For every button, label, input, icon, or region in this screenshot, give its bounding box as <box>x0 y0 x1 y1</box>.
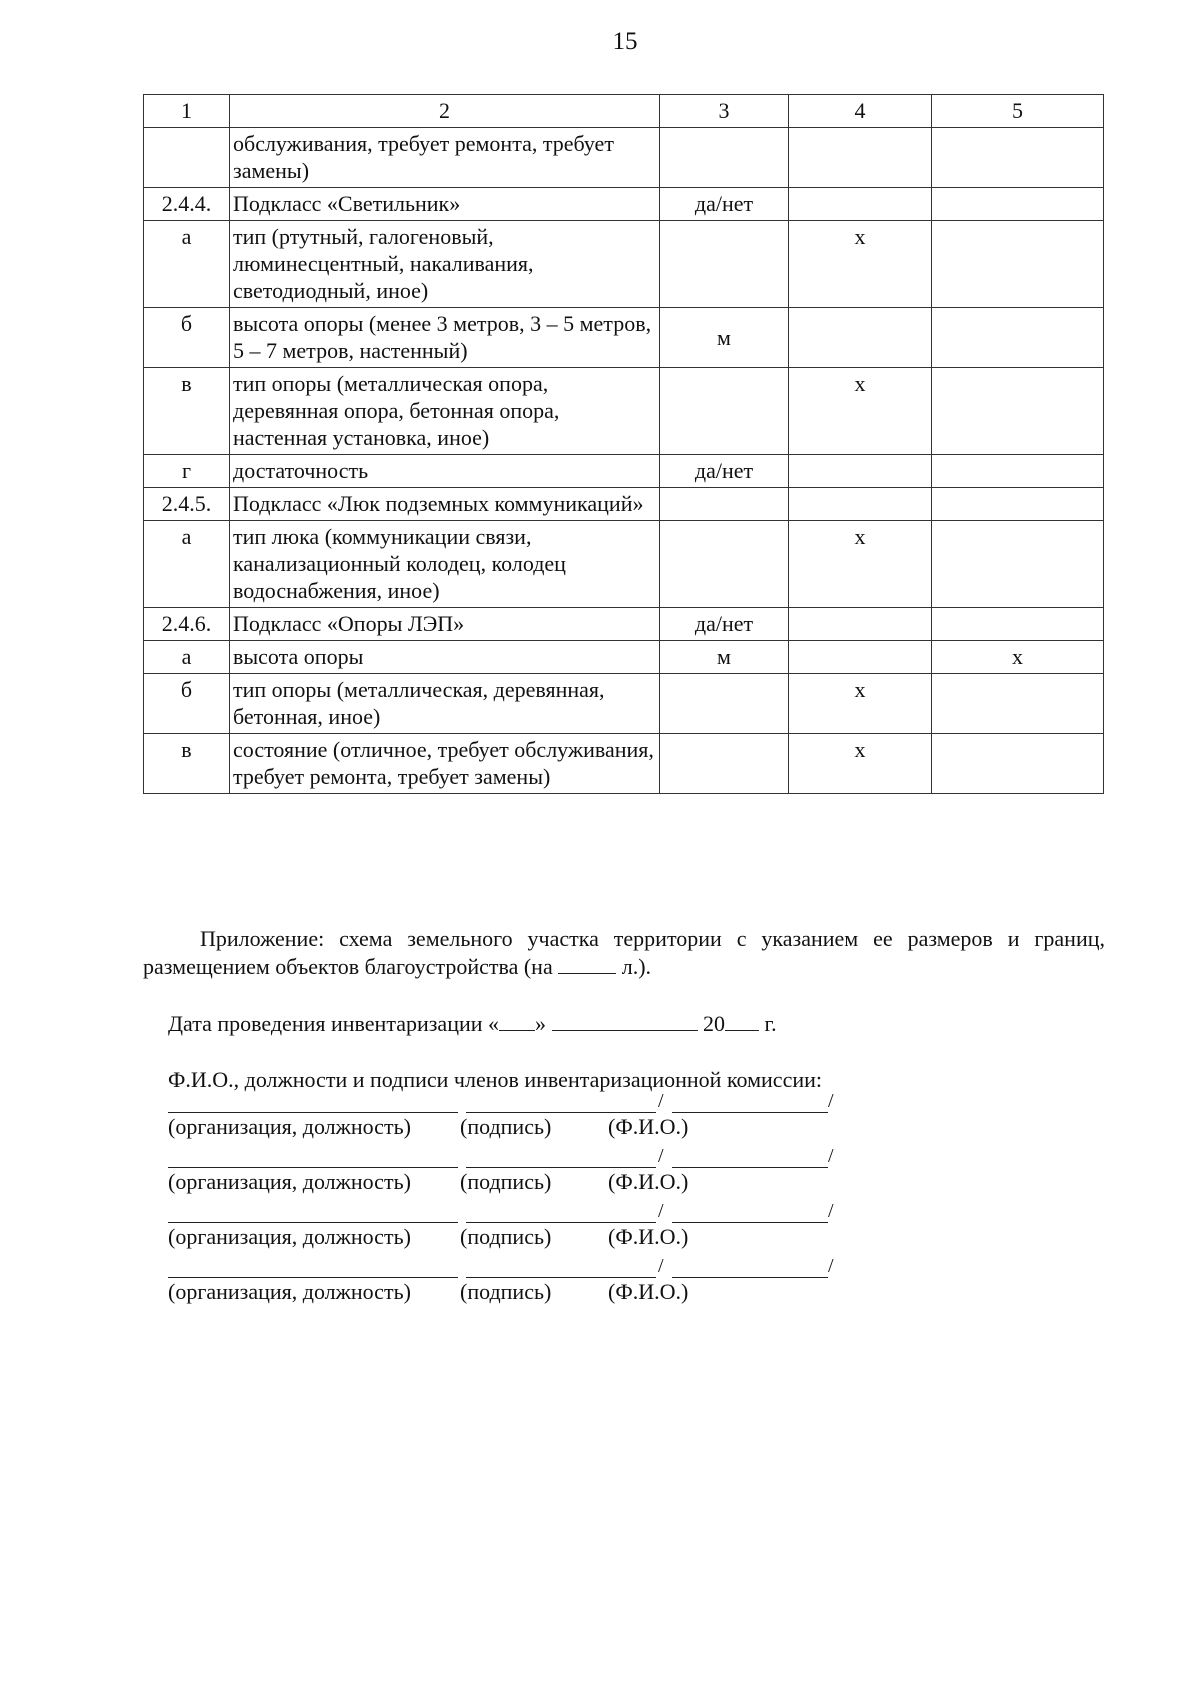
organization-position-caption: (организация, должность) <box>168 1224 411 1249</box>
appendix-sheets-blank[interactable] <box>558 955 616 974</box>
separator-slash: / <box>658 1255 664 1277</box>
cell-col5 <box>932 368 1104 455</box>
cell-unit <box>660 221 789 308</box>
cell-number <box>144 128 230 188</box>
organization-position-field[interactable] <box>168 1147 458 1168</box>
cell-description: тип опоры (металлическая, деревянная, бетонная, иное) <box>230 674 660 734</box>
cell-unit <box>660 128 789 188</box>
cell-col4 <box>789 488 932 521</box>
signature-caption: (подпись) <box>460 1279 552 1304</box>
table-row <box>144 674 1104 734</box>
cell-col4 <box>789 455 932 488</box>
cell-number: 2.4.5. <box>144 488 230 521</box>
cell-number: б <box>144 308 230 368</box>
cell-unit <box>660 368 789 455</box>
cell-unit <box>660 734 789 794</box>
table-header-cell: 5 <box>932 95 1104 128</box>
cell-col5 <box>932 734 1104 794</box>
inventory-date-close-quote: » <box>535 1011 547 1036</box>
cell-number: б <box>144 674 230 734</box>
cell-col4 <box>789 641 932 674</box>
cell-unit: м <box>660 641 789 674</box>
cell-col5 <box>932 128 1104 188</box>
organization-position-caption: (организация, должность) <box>168 1279 411 1304</box>
cell-unit <box>660 488 789 521</box>
cell-unit <box>660 521 789 608</box>
cell-col4: х <box>789 734 932 794</box>
cell-col5 <box>932 488 1104 521</box>
full-name-caption: (Ф.И.О.) <box>608 1169 689 1194</box>
cell-col4 <box>789 608 932 641</box>
full-name-caption: (Ф.И.О.) <box>608 1279 689 1304</box>
cell-description: тип люка (коммуникации связи, канализационный колодец, колодец водоснабжения, иное) <box>230 521 660 608</box>
cell-unit: да/нет <box>660 608 789 641</box>
inventory-table <box>143 94 1104 794</box>
cell-description: Подкласс «Люк подземных коммуникаций» <box>230 488 660 521</box>
signature-field[interactable] <box>466 1147 656 1168</box>
table-row <box>144 128 1104 188</box>
table-row <box>144 188 1104 221</box>
cell-col4: х <box>789 368 932 455</box>
signature-row <box>168 1092 848 1142</box>
cell-unit: да/нет <box>660 455 789 488</box>
signature-row <box>168 1257 848 1307</box>
organization-position-caption: (организация, должность) <box>168 1169 411 1194</box>
cell-col5 <box>932 608 1104 641</box>
table-row <box>144 488 1104 521</box>
commission-heading: Ф.И.О., должности и подписи членов инвентаризационной комиссии: <box>168 1067 822 1092</box>
signature-caption: (подпись) <box>460 1169 552 1194</box>
signature-caption: (подпись) <box>460 1114 552 1139</box>
inventory-date-label: Дата проведения инвентаризации « <box>168 1011 500 1036</box>
cell-description: тип опоры (металлическая опора, деревянная опора, бетонная опора, настенная установка, иное) <box>230 368 660 455</box>
table-row <box>144 308 1104 368</box>
cell-col4 <box>789 188 932 221</box>
page-number: 15 <box>612 28 638 55</box>
separator-slash: / <box>658 1145 664 1167</box>
cell-unit: да/нет <box>660 188 789 221</box>
cell-col5 <box>932 221 1104 308</box>
separator-slash: / <box>658 1200 664 1222</box>
organization-position-field[interactable] <box>168 1092 458 1113</box>
cell-number: 2.4.6. <box>144 608 230 641</box>
full-name-field[interactable] <box>672 1202 828 1223</box>
signature-field[interactable] <box>466 1092 656 1113</box>
organization-position-field[interactable] <box>168 1257 458 1278</box>
signature-row <box>168 1202 848 1252</box>
cell-col5 <box>932 308 1104 368</box>
cell-number: а <box>144 221 230 308</box>
table-row <box>144 734 1104 794</box>
cell-col5 <box>932 188 1104 221</box>
cell-number: а <box>144 521 230 608</box>
inventory-table-body <box>144 95 1104 794</box>
cell-col4: х <box>789 521 932 608</box>
full-name-caption: (Ф.И.О.) <box>608 1114 689 1139</box>
inventory-date-year-suffix: г. <box>759 1011 777 1036</box>
cell-description: Подкласс «Опоры ЛЭП» <box>230 608 660 641</box>
cell-col5: х <box>932 641 1104 674</box>
signature-field[interactable] <box>466 1202 656 1223</box>
cell-description: высота опоры <box>230 641 660 674</box>
signature-caption: (подпись) <box>460 1224 552 1249</box>
separator-slash: / <box>828 1145 834 1167</box>
full-name-field[interactable] <box>672 1092 828 1113</box>
inventory-date-year-prefix: 20 <box>703 1011 726 1036</box>
organization-position-field[interactable] <box>168 1202 458 1223</box>
cell-number: в <box>144 734 230 794</box>
cell-col4: х <box>789 674 932 734</box>
separator-slash: / <box>658 1090 664 1112</box>
signature-row <box>168 1147 848 1197</box>
cell-description: состояние (отличное, требует обслуживания, требует ремонта, требует замены) <box>230 734 660 794</box>
table-header-cell: 1 <box>144 95 230 128</box>
cell-unit: м <box>660 308 789 368</box>
date-year-blank[interactable] <box>725 1012 759 1031</box>
table-header-row <box>144 95 1104 128</box>
full-name-caption: (Ф.И.О.) <box>608 1224 689 1249</box>
cell-col4: х <box>789 221 932 308</box>
full-name-field[interactable] <box>672 1257 828 1278</box>
cell-col5 <box>932 521 1104 608</box>
table-row <box>144 608 1104 641</box>
cell-description: тип (ртутный, галогеновый, люминесцентный, накаливания, светодиодный, иное) <box>230 221 660 308</box>
cell-number: 2.4.4. <box>144 188 230 221</box>
organization-position-caption: (организация, должность) <box>168 1114 411 1139</box>
appendix-text-after: л.). <box>616 954 652 979</box>
table-header-cell: 3 <box>660 95 789 128</box>
cell-description: достаточность <box>230 455 660 488</box>
date-month-blank[interactable] <box>552 1012 698 1031</box>
full-name-field[interactable] <box>672 1147 828 1168</box>
cell-description: Подкласс «Светильник» <box>230 188 660 221</box>
cell-description: высота опоры (менее 3 метров, 3 – 5 метров, 5 – 7 метров, настенный) <box>230 308 660 368</box>
table-row <box>144 641 1104 674</box>
table-header-cell: 4 <box>789 95 932 128</box>
date-day-blank[interactable] <box>499 1012 535 1031</box>
separator-slash: / <box>828 1255 834 1277</box>
table-row <box>144 455 1104 488</box>
signature-field[interactable] <box>466 1257 656 1278</box>
separator-slash: / <box>828 1200 834 1222</box>
table-row <box>144 368 1104 455</box>
table-header-cell: 2 <box>230 95 660 128</box>
cell-col5 <box>932 455 1104 488</box>
cell-unit <box>660 674 789 734</box>
separator-slash: / <box>828 1090 834 1112</box>
cell-col4 <box>789 308 932 368</box>
cell-number: в <box>144 368 230 455</box>
cell-number: г <box>144 455 230 488</box>
inventory-date-line <box>168 1010 777 1038</box>
cell-col4 <box>789 128 932 188</box>
appendix-note <box>143 925 1105 981</box>
table-row <box>144 221 1104 308</box>
cell-description: обслуживания, требует ремонта, требует замены) <box>230 128 660 188</box>
table-row <box>144 521 1104 608</box>
cell-col5 <box>932 674 1104 734</box>
cell-number: а <box>144 641 230 674</box>
appendix-text-before: Приложение: схема земельного участка территории с указанием ее размеров и границ, размещением объектов благоустройства (на <box>143 926 1105 979</box>
